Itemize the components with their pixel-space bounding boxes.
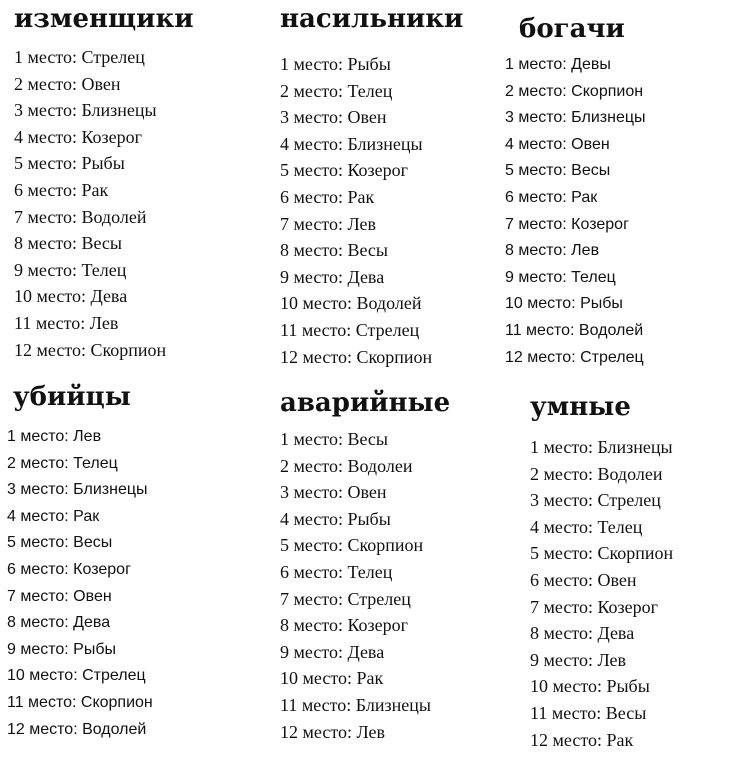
section-title: насильники [280,4,464,34]
list-item: 12 место: Водолей [7,720,147,738]
list-item: 7 место: Козерог [530,596,659,617]
list-item: 9 место: Рыбы [7,640,117,658]
list-item: 6 место: Рак [505,188,598,206]
list-item: 4 место: Близнецы [280,133,423,154]
ranking-list [280,51,463,370]
list-item: 11 место: Стрелец [280,319,420,340]
list-item: 10 место: Водолей [280,293,422,314]
list-item: 10 место: Рыбы [505,295,623,313]
list-item: 12 место: Стрелец [505,348,644,366]
list-item: 2 место: Скорпион [505,82,644,100]
list-item: 8 место: Козерог [280,615,409,636]
list-item: 6 место: Телец [280,561,393,582]
list-item: 10 место: Рак [280,668,384,689]
section-ubiytsy [7,382,153,743]
section-title: изменщики [14,4,194,34]
list-item: 2 место: Водолеи [280,455,413,476]
list-item: 2 место: Телец [7,454,118,472]
list-item: 12 место: Рак [530,729,634,750]
list-item: 5 место: Скорпион [530,543,674,564]
list-item: 9 место: Телец [14,259,127,280]
list-item: 10 место: Дева [14,286,128,307]
list-item: 8 место: Дева [7,614,111,632]
list-item: 10 место: Стрелец [7,667,146,685]
list-item: 3 место: Овен [280,107,387,128]
section-nasilniki [280,4,463,370]
ranking-list [280,426,450,745]
list-item: 11 место: Водолей [505,321,644,339]
ranking-list [505,52,646,371]
list-item: 4 место: Рыбы [280,508,391,529]
list-item: 7 место: Водолей [14,206,147,227]
list-item: 6 место: Рак [14,179,109,200]
list-item: 2 место: Овен [14,73,121,94]
list-item: 8 место: Дева [530,623,635,644]
list-item: 11 место: Лев [14,312,119,333]
list-item: 4 место: Козерог [14,126,143,147]
list-item: 8 место: Весы [280,240,388,261]
list-item: 2 место: Телец [280,80,393,101]
list-item: 11 место: Близнецы [280,694,431,715]
list-item: 9 место: Дева [280,266,385,287]
list-item: 3 место: Овен [280,482,387,503]
section-title: убийцы [13,382,131,412]
section-bogachi [505,14,646,371]
list-item: 4 место: Рак [7,507,100,525]
list-item: 12 место: Лев [280,721,386,742]
list-item: 3 место: Близнецы [7,481,148,499]
list-item: 6 место: Овен [530,569,637,590]
list-item: 1 место: Весы [280,429,388,449]
list-item: 11 место: Скорпион [7,693,153,711]
list-item: 5 место: Весы [505,162,611,180]
list-item: 8 место: Лев [505,242,600,260]
list-item: 4 место: Овен [505,135,610,153]
list-item: 1 место: Близнецы [530,437,673,457]
list-item: 5 место: Скорпион [280,535,424,556]
list-item: 7 место: Козерог [505,215,629,233]
ranking-list [530,434,673,753]
list-item: 5 место: Козерог [280,160,409,181]
section-title: аварийные [280,388,451,418]
list-item: 2 место: Водолеи [530,463,663,484]
list-item: 7 место: Стрелец [280,588,411,609]
list-item: 9 место: Дева [280,641,385,662]
list-item: 1 место: Лев [7,428,102,445]
list-item: 12 место: Скорпион [14,339,167,360]
list-item: 11 место: Весы [530,702,647,723]
list-item: 7 место: Овен [7,587,112,605]
list-item: 4 место: Телец [530,516,643,537]
list-item: 6 место: Козерог [7,560,131,578]
list-item: 5 место: Весы [7,534,113,552]
list-item: 3 место: Близнецы [14,100,157,121]
list-item: 3 место: Близнецы [505,109,646,127]
section-izmenshchiki [14,4,194,363]
list-item: 8 место: Весы [14,233,122,254]
list-item: 9 место: Телец [505,268,616,286]
section-title: богачи [519,14,625,44]
list-item: 1 место: Рыбы [280,54,391,74]
list-item: 1 место: Девы [505,56,611,73]
list-item: 7 место: Лев [280,213,377,234]
ranking-list [7,424,153,743]
list-item: 9 место: Лев [530,649,627,670]
section-title: умные [530,392,631,422]
list-item: 6 место: Рак [280,186,375,207]
section-umnye [530,392,673,753]
list-item: 1 место: Стрелец [14,47,145,67]
ranking-list [14,44,194,363]
list-item: 3 место: Стрелец [530,490,661,511]
list-item: 12 место: Скорпион [280,346,433,367]
list-item: 10 место: Рыбы [530,676,650,697]
section-avariynye [280,388,450,745]
list-item: 5 место: Рыбы [14,153,125,174]
